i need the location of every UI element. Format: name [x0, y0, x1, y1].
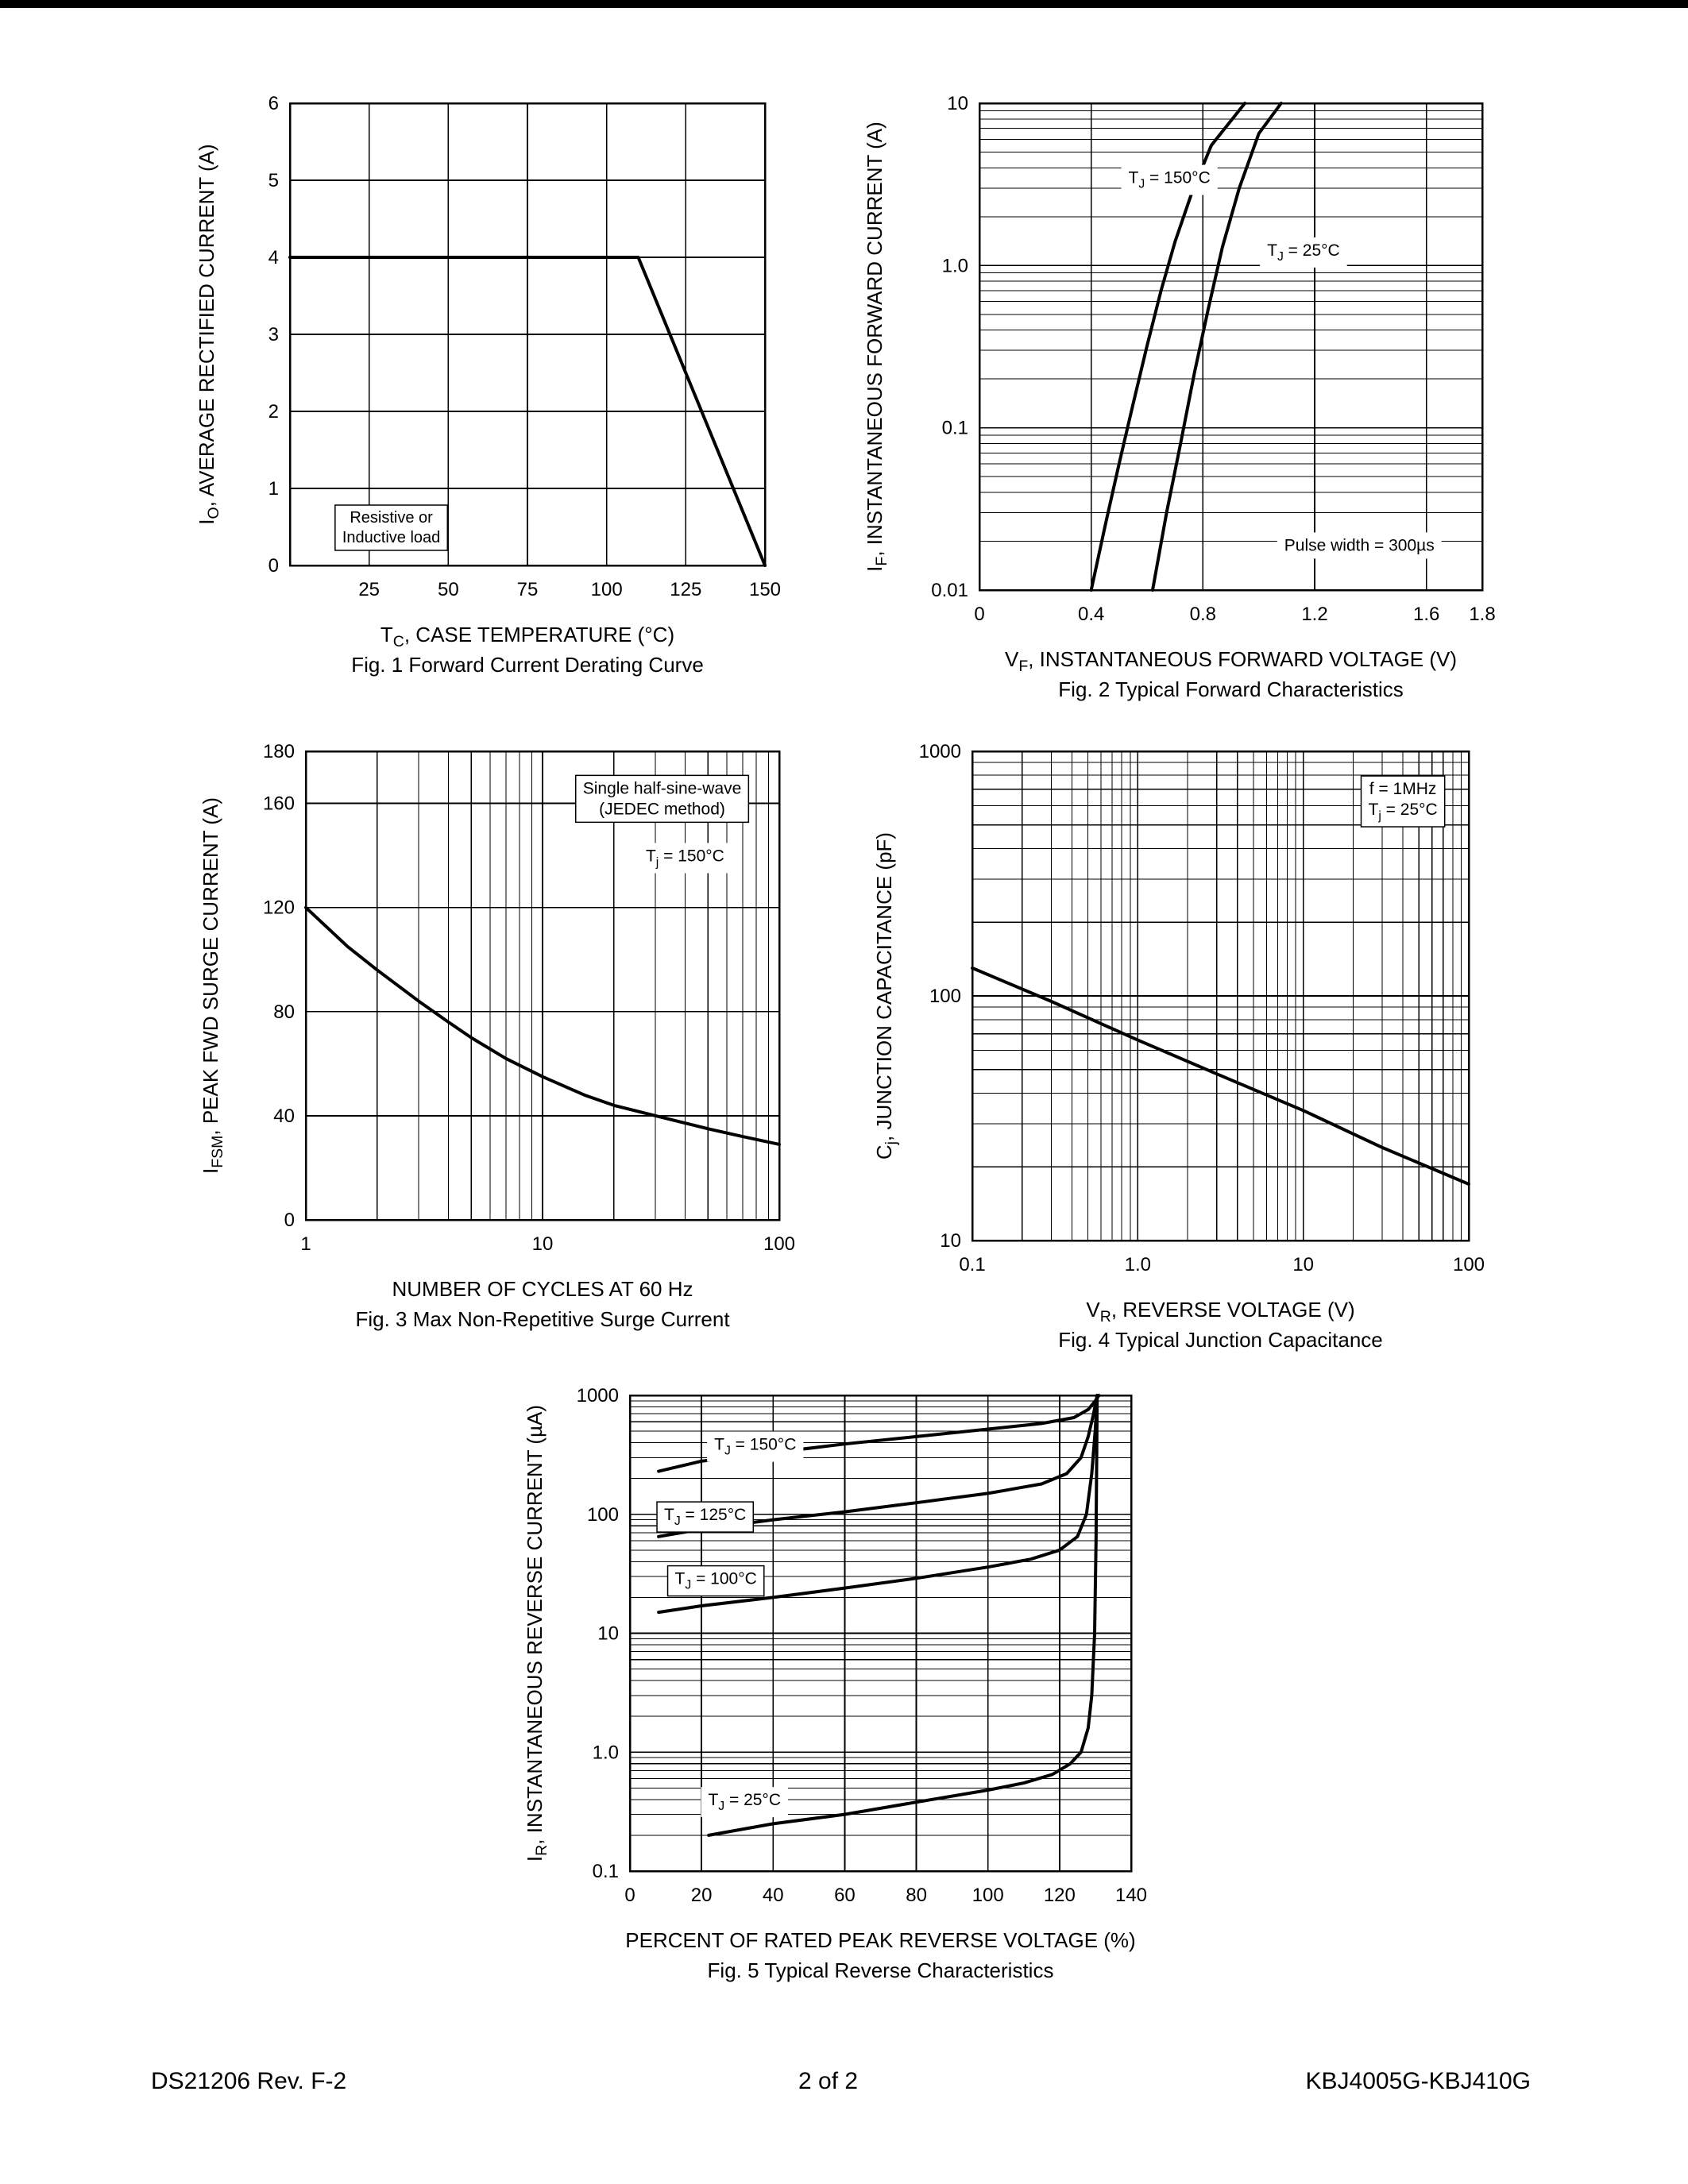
fig1-canvas — [143, 64, 858, 739]
fig4-y-tick-label: 100 — [929, 986, 961, 1007]
fig4-caption: Fig. 4 Typical Junction Capacitance — [1058, 1328, 1383, 1352]
fig5-x-tick-label: 0 — [624, 1885, 635, 1906]
fig4-x-tick-label: 100 — [1452, 1254, 1485, 1275]
fig4-x-tick-label: 10 — [1292, 1254, 1315, 1275]
fig1-x-tick-label: 150 — [748, 579, 782, 600]
fig4-y-tick-label: 10 — [940, 1230, 961, 1252]
fig1-y-tick-label: 5 — [268, 170, 279, 191]
fig3-y-tick-label: 160 — [262, 793, 295, 815]
fig3-annotation-1 — [639, 843, 732, 873]
fig2-x-tick-label: 0.4 — [1077, 604, 1105, 625]
svg-text:Pulse width = 300µs: Pulse width = 300µs — [1284, 536, 1435, 555]
fig5-x-tick-label: 100 — [971, 1885, 1004, 1906]
fig5-canvas — [508, 1350, 1223, 2033]
fig2-y-tick-label: 0.1 — [941, 417, 968, 439]
fig5-y-tick-label: 1000 — [576, 1385, 619, 1406]
fig2-annotation-0 — [1122, 165, 1218, 195]
fig1-y-axis-label: $I_O$, AVERAGE RECTIFIED CURRENT (A) — [195, 144, 222, 525]
fig1-y-tick-label: 4 — [268, 247, 279, 268]
fig5-x-tick-label: 60 — [834, 1885, 856, 1906]
svg-text:TJ = 150°C: $T_J = 150^\circ C$ — [1128, 168, 1211, 191]
fig1-x-tick-label: 25 — [358, 579, 380, 600]
fig3-y-axis-label: $I_{FSM}$, PEAK FWD SURGE CURRENT (A) — [199, 797, 226, 1175]
footer-page-number: 2 of 2 — [798, 2068, 859, 2094]
fig2-x-tick-label: 1.8 — [1469, 604, 1496, 625]
fig1-y-tick-label: 3 — [268, 324, 279, 345]
figure-fig5 — [508, 1350, 1223, 2033]
fig5-y-axis-label: $I_R$, INSTANTANEOUS REVERSE CURRENT (µA) — [523, 1404, 550, 1862]
fig5-y-tick-label: 10 — [597, 1623, 619, 1645]
figure-fig3 — [143, 719, 858, 1370]
fig5-x-tick-label: 40 — [762, 1885, 784, 1906]
fig3-annotation-0 — [576, 775, 749, 822]
fig2-x-tick-label: 1.6 — [1412, 604, 1440, 625]
fig4-x-tick-label: 1.0 — [1124, 1254, 1152, 1275]
fig2-plot-border — [979, 103, 1482, 590]
fig1-y-tick-label: 6 — [268, 93, 279, 114]
fig5-x-tick-label: 140 — [1114, 1885, 1148, 1906]
svg-text:Single half-sine-wave(JEDEC me: Single half-sine-wave (JEDEC method) — [582, 779, 742, 819]
fig3-caption: Fig. 3 Max Non-Repetitive Surge Current — [355, 1307, 730, 1331]
fig2-y-tick-label: 1.0 — [941, 255, 968, 277]
fig1-caption: Fig. 1 Forward Current Derating Curve — [351, 653, 704, 677]
page-top-border — [0, 0, 1688, 8]
fig4-y-tick-label: 1000 — [918, 741, 961, 762]
fig5-y-tick-label: 100 — [586, 1503, 619, 1526]
fig3-y-tick-label: 80 — [273, 1001, 295, 1023]
svg-text:TJ = 25°C: $T_J = 25^\circ C$ — [1267, 241, 1340, 264]
fig3-y-tick-label: 40 — [273, 1105, 295, 1127]
fig1-x-tick-label: 75 — [516, 579, 539, 600]
fig2-y-tick-label: 10 — [947, 93, 968, 114]
fig4-x-axis-label: $V_R$, REVERSE VOLTAGE (V) — [1086, 1298, 1355, 1325]
fig5-x-tick-label: 120 — [1043, 1885, 1076, 1906]
svg-text:TJ = 125°C: $T_J = 125^\circ C$ — [664, 1506, 747, 1529]
fig2-x-tick-label: 0.8 — [1189, 604, 1217, 625]
svg-text:TJ = 150°C: $T_J = 150^\circ C$ — [714, 1435, 797, 1458]
fig2-canvas — [838, 64, 1624, 747]
fig5-y-tick-label: 0.1 — [592, 1861, 619, 1882]
fig5-annotation-1 — [657, 1502, 753, 1532]
fig2-x-tick-label: 1.2 — [1301, 604, 1328, 625]
fig5-caption: Fig. 5 Typical Reverse Characteristics — [707, 1958, 1054, 1982]
fig2-annotation-2 — [1277, 532, 1442, 558]
fig1-x-axis-label: $T_C$, CASE TEMPERATURE (°C) — [380, 623, 675, 650]
fig2-annotation-1 — [1260, 237, 1347, 268]
fig1-y-tick-label: 2 — [268, 401, 279, 423]
fig1-x-tick-label: 100 — [590, 579, 623, 600]
fig4-annotation-0 — [1362, 776, 1445, 827]
fig5-x-tick-label: 80 — [906, 1885, 927, 1906]
fig3-x-tick-label: 10 — [531, 1233, 554, 1255]
fig2-x-axis-label: $V_F$, INSTANTANEOUS FORWARD VOLTAGE (V) — [1004, 647, 1458, 675]
svg-text:Tj = 150°C: $T_j = 150^\circ C$ — [645, 847, 724, 870]
fig4-x-tick-label: 0.1 — [959, 1254, 986, 1275]
fig3-y-tick-label: 120 — [262, 897, 295, 919]
fig3-x-axis-label: NUMBER OF CYCLES AT 60 Hz — [392, 1277, 693, 1301]
fig1-x-tick-label: 125 — [670, 579, 702, 600]
fig3-y-tick-label: 180 — [262, 741, 295, 762]
fig5-x-tick-label: 20 — [690, 1885, 713, 1906]
fig5-annotation-3 — [701, 1787, 788, 1817]
fig1-y-tick-label: 0 — [268, 555, 279, 577]
fig5-annotation-2 — [668, 1566, 764, 1596]
svg-text:Resistive orInductive load: Resistive or Inductive load — [342, 509, 441, 546]
fig1-annotation-0 — [335, 505, 447, 550]
fig5-y-tick-label: 1.0 — [592, 1742, 619, 1764]
fig2-x-tick-label: 0 — [974, 604, 985, 625]
fig5-annotation-0 — [707, 1432, 803, 1462]
figure-fig2 — [838, 64, 1624, 747]
fig2-caption: Fig. 2 Typical Forward Characteristics — [1058, 677, 1404, 701]
fig5-tick-labels — [577, 1385, 1147, 1906]
fig1-x-tick-label: 50 — [437, 579, 459, 600]
fig3-y-tick-label: 0 — [284, 1210, 295, 1231]
fig1-gridlines — [290, 103, 765, 565]
fig3-x-tick-label: 100 — [763, 1233, 796, 1255]
svg-text:TJ = 100°C: $T_J = 100^\circ C$ — [674, 1569, 757, 1592]
footer-part-number: KBJ4005G-KBJ410G — [1305, 2068, 1531, 2094]
fig4-canvas — [838, 719, 1624, 1370]
figure-fig1 — [143, 64, 858, 739]
figure-fig4 — [838, 719, 1624, 1370]
fig3-canvas — [143, 719, 858, 1370]
svg-text:TJ = 25°C: $T_J = 25^\circ C$ — [708, 1791, 782, 1814]
footer-doc-number: DS21206 Rev. F-2 — [151, 2068, 347, 2094]
svg-text:f = 1MHzTj = 25°C: f = 1MHz $T_j = 25^\circ C$ — [1368, 780, 1438, 824]
fig4-y-axis-label: $C_j$, JUNCTION CAPACITANCE (pF) — [872, 832, 900, 1160]
fig4-series-junction-capacitance — [972, 968, 1469, 1184]
fig1-y-tick-label: 1 — [268, 478, 279, 500]
fig5-x-axis-label: PERCENT OF RATED PEAK REVERSE VOLTAGE (%) — [625, 1928, 1136, 1952]
fig2-y-tick-label: 0.01 — [931, 580, 968, 601]
fig2-gridlines — [979, 103, 1482, 590]
fig2-y-axis-label: $I_F$, INSTANTANEOUS FORWARD CURRENT (A) — [863, 122, 890, 572]
fig3-x-tick-label: 1 — [300, 1233, 311, 1255]
